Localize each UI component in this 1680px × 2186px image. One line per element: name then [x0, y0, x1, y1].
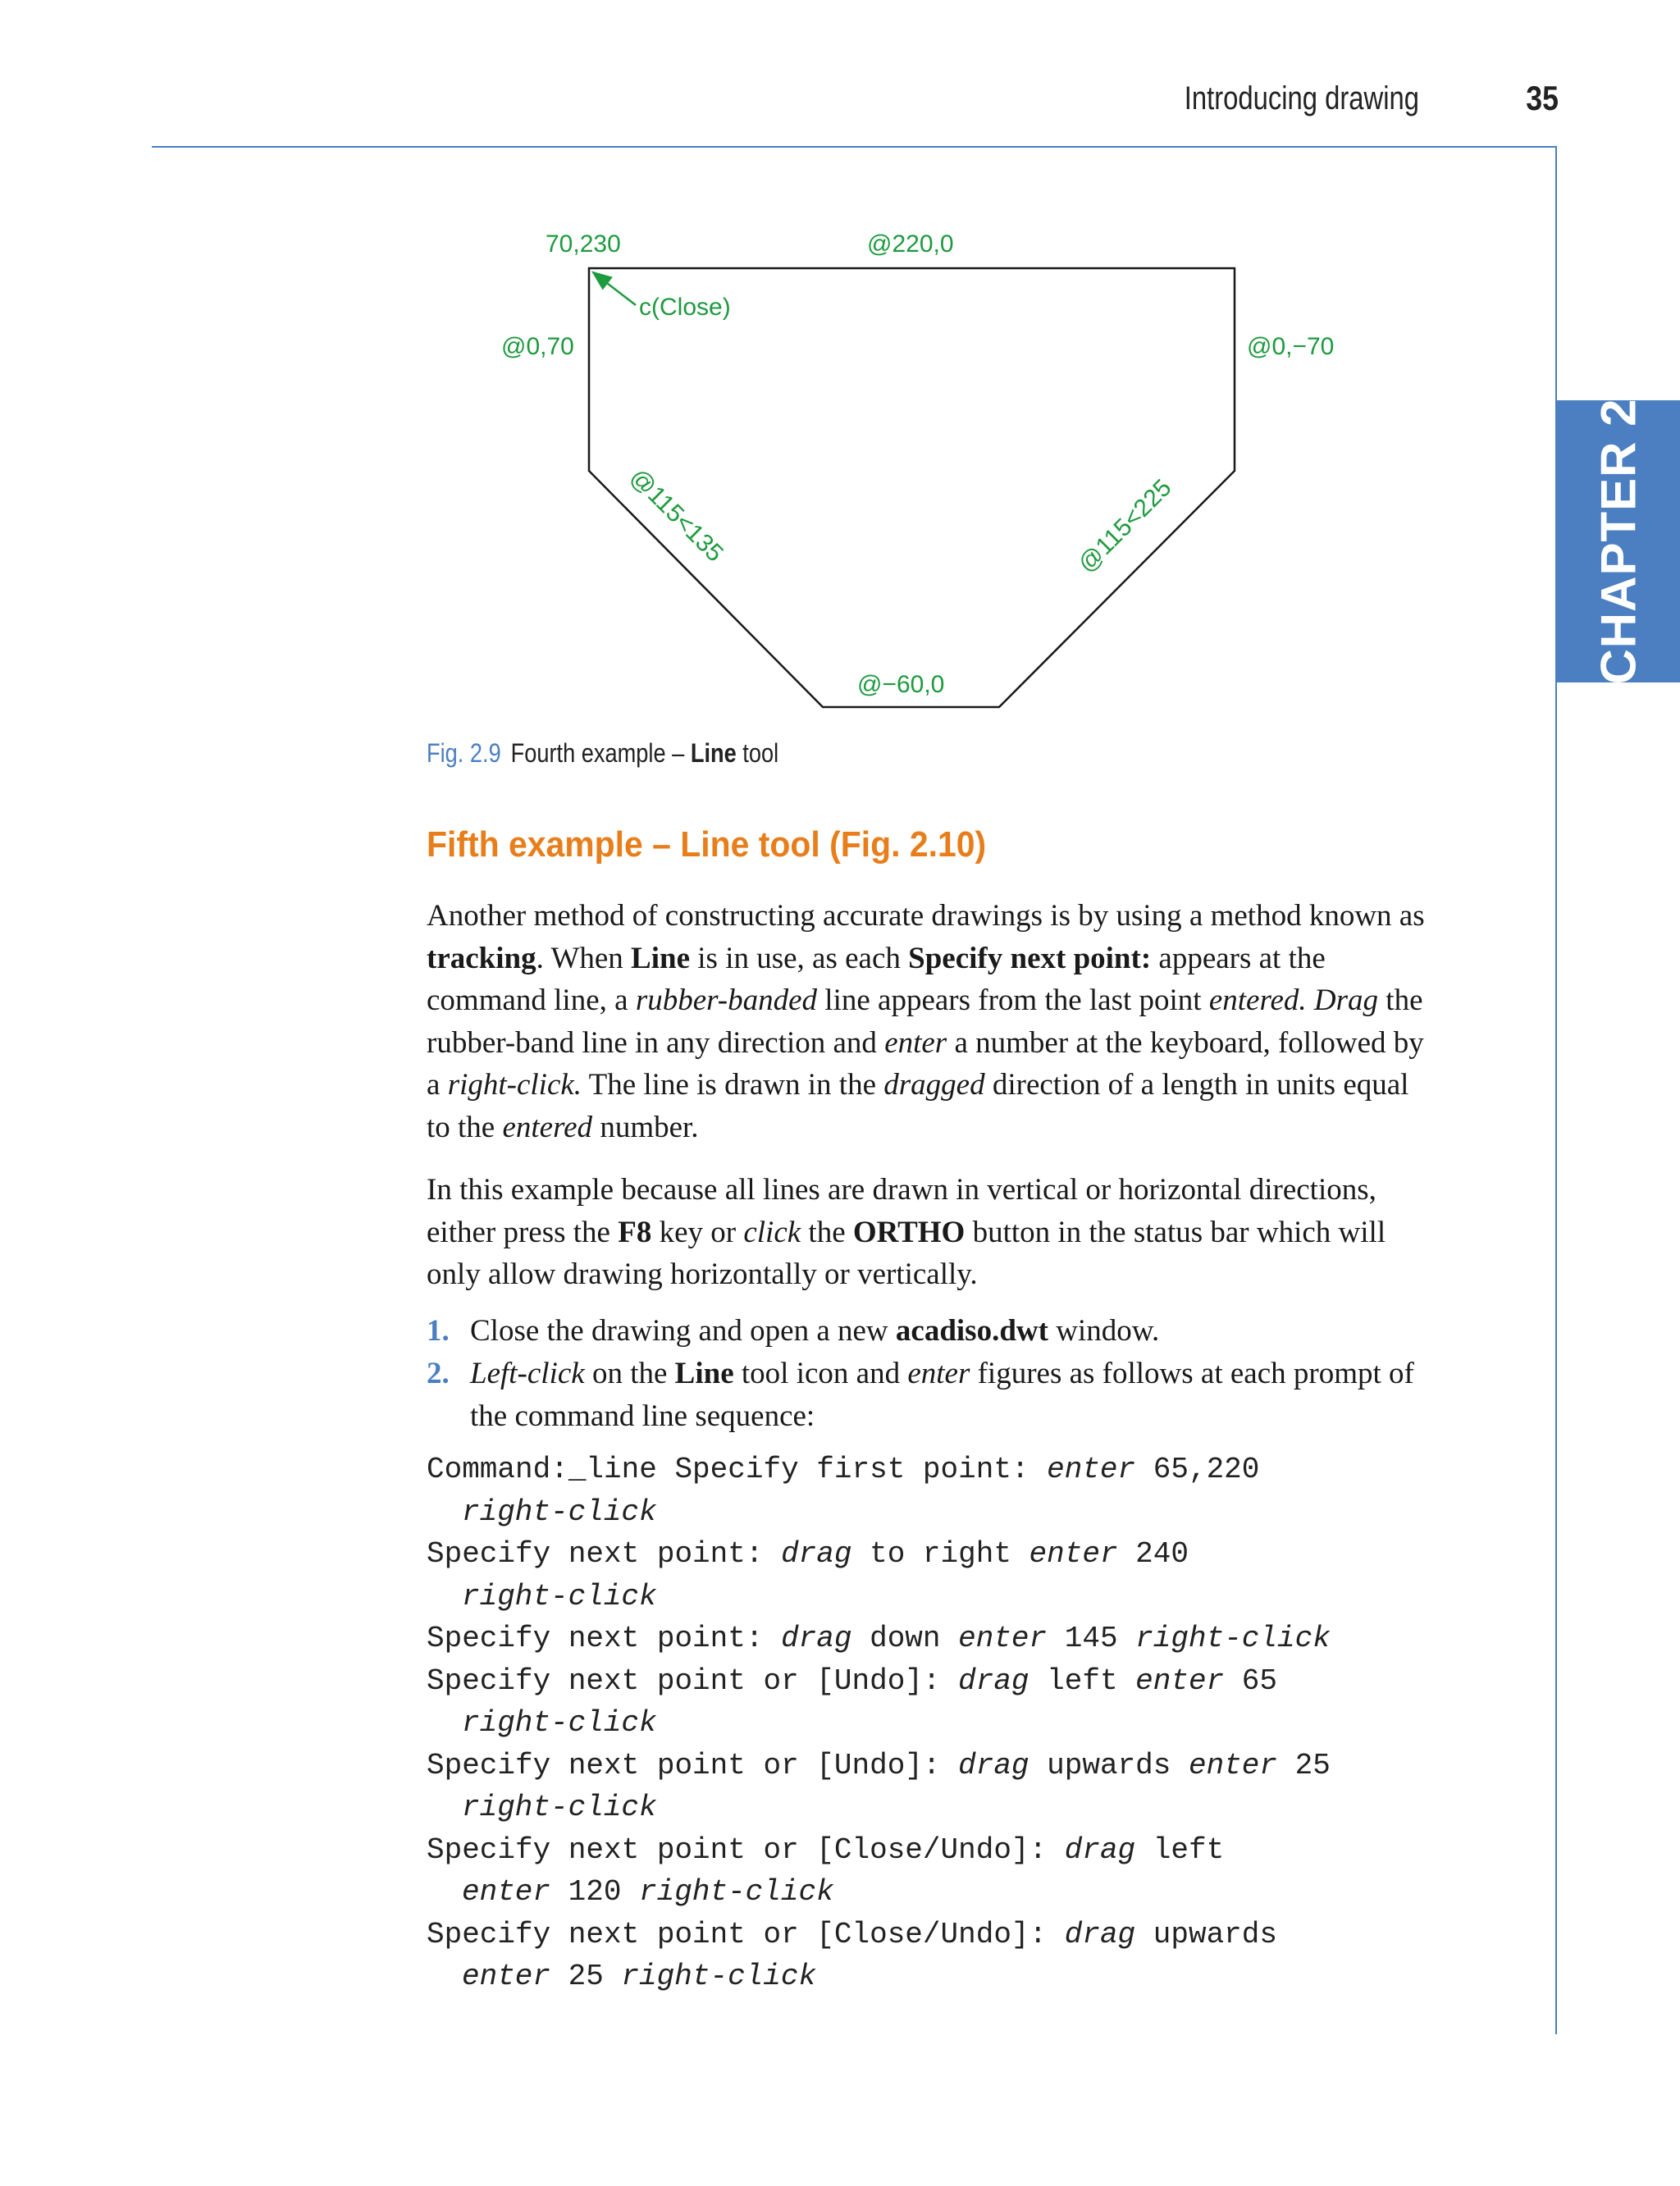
figure-line-drawing	[459, 213, 1411, 722]
command-sequence: Command:_line Specify first point: enter 65,220 right-click Specify next point: drag to right enter 240 right-click Specify next point: drag down enter 145 right-click Specify next point or [Undo]: drag left enter 65 right-click Specify next point or [Undo]: drag upwards enter 25 right-click Specify next point or [Close/Undo]: drag left enter 120 right-click Specify next point or [Close/Undo]: drag upwards enter 25 right-click	[427, 1453, 1331, 1993]
list-number: 2.	[427, 1357, 450, 1390]
label-top-line: @220,0	[867, 230, 954, 258]
list-item-1: 1. Close the drawing and open a new acadiso.dwt window.	[427, 1310, 1436, 1353]
chapter-tab-label: CHAPTER 2	[1591, 398, 1646, 685]
figure-caption-number: Fig. 2.9	[427, 738, 501, 768]
label-bottom-line: @−60,0	[857, 671, 945, 698]
label-right-line: @0,−70	[1247, 333, 1335, 360]
paragraph-tracking: Another method of constructing accurate drawings is by using a method known as tracking. When Line is in use, as each Specify next point: appears at the command line, a rubber-banded line appears from the last point entered. Drag the rubber-band line in any direction and enter a number at the keyboard, followed by a right-click. The line is drawn in the dragged direction of a length in units equal to the entered number.	[427, 899, 1425, 1144]
drawn-outline	[589, 268, 1235, 707]
close-arrow	[593, 272, 636, 305]
running-header-title: Introducing drawing	[1184, 80, 1419, 116]
label-lower-left-line: @115<135	[624, 463, 728, 568]
paragraph-ortho: In this example because all lines are drawn in vertical or horizontal directions, either press the F8 key or click the ORTHO button in the status bar which will only allow drawing horizontally or vertically.	[427, 1173, 1386, 1291]
list-number: 1.	[427, 1314, 450, 1348]
list-item-2: 2. Left-click on the Line tool icon and enter figures as follows at each prompt of the command line sequence:	[427, 1353, 1436, 1437]
label-close: c(Close)	[639, 294, 731, 321]
page-number: 35	[1526, 79, 1559, 117]
section-heading: Fifth example – Line tool (Fig. 2.10)	[427, 824, 987, 865]
chapter-tab	[1557, 398, 1680, 685]
label-start-point: 70,230	[546, 230, 621, 258]
header-rule	[152, 146, 1557, 148]
figure-caption: Fig. 2.9 Fourth example – Line tool	[427, 738, 779, 768]
label-left-line: @0,70	[501, 333, 574, 360]
label-lower-right-line: @115<225	[1073, 474, 1177, 578]
